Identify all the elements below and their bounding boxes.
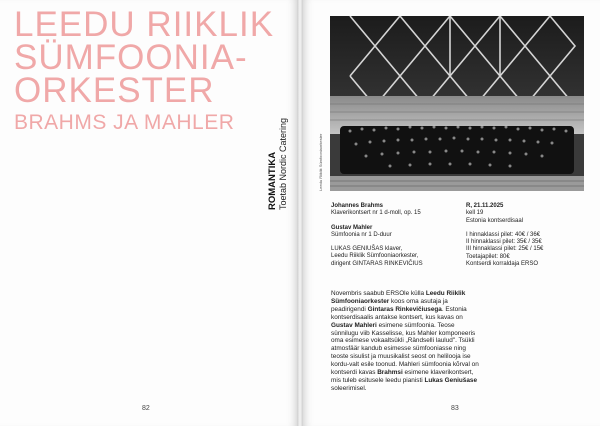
title-line-3: ORKESTER (14, 71, 215, 110)
description-emphasis: Brahmsi (377, 369, 403, 377)
work-1: Klaverikontsert nr 1 d-moll, op. 15 (331, 210, 421, 217)
event-date: R, 21.11.2025 (466, 203, 504, 209)
photo-credit-text: Leedu Riiklik Sümfooniaorkester (318, 133, 323, 191)
work-2: Sümfoonia nr 1 D-duur (331, 231, 392, 238)
supporter-ticket: Toetajapilet: 80€ (466, 253, 510, 260)
title-line-2: SÜMFOONIA- (14, 38, 248, 77)
description-text: soleerimisel. (331, 384, 367, 392)
ticket-price-3: III hinnaklassi pilet: 25€ / 15€ (466, 246, 544, 253)
organizer-text: Kontserdi korraldaja ERSO (466, 261, 539, 268)
performers-line-1: LUKAS GENIUŠAS klaver, (331, 246, 403, 253)
description-text: Novembris saabub ERSOle külla (331, 290, 426, 297)
event-block (466, 203, 591, 268)
description-text: esimene klaverikontsert, mis tuleb esitusele leedu pianisti (331, 369, 474, 384)
description-text: . Estonia kontserdisaalis antakse kontsert, kus kavas on (331, 305, 467, 321)
program-block (331, 203, 461, 268)
orchestra-photo (330, 16, 584, 191)
composer-1: Johannes Brahms (331, 203, 384, 209)
sponsor-text: Toetab Nordic Catering (278, 117, 288, 210)
left-page (0, 0, 297, 426)
event-time: kell 19 (466, 210, 484, 217)
performers-line-2: Leedu Riiklik Sümfooniaorkester, (331, 253, 419, 260)
category-name: ROMANTIKA (267, 151, 278, 210)
concert-subtitle: BRAHMS JA MAHLER (14, 111, 235, 134)
photo-credit (318, 126, 326, 191)
page-number-left: 82 (142, 405, 150, 412)
ticket-price-2: II hinnaklassi pilet: 35€ / 35€ (466, 239, 542, 246)
composer-2: Gustav Mahler (331, 224, 373, 231)
ticket-list (466, 232, 591, 268)
description-text: esimene sümfoonia. Teose sünnilugu viib Kasselisse, kus Mahler komponeeris oma esimese vokaaltsükli „Rändselli laulud". Tsükli atmosfäär kandub esimesse sümfooniasse ning teoste sisulist ja muusikalist seost on heliloojа ise kordu-valt esile toonud. Mahleri sümfoonia kõrval on kontserdi kavas (331, 321, 479, 377)
page-number-right: 83 (451, 405, 459, 412)
description-emphasis: Gintaras Rinkevičiusega (367, 305, 442, 313)
performers-line-3: dirigent GINTARAS RINKEVIČIUS (331, 260, 423, 267)
description-emphasis: Leedu Riiklik Sümfooniaorkester (331, 290, 466, 305)
description-text: koos oma asutaja ja peadirigendi (331, 297, 448, 313)
event-venue: Estonia kontserdisaal (466, 217, 524, 224)
concert-description (331, 290, 479, 393)
description-emphasis: Lukas Geniušase (424, 376, 478, 384)
ticket-price-1: I hinnaklassi pilet: 40€ / 36€ (466, 231, 541, 238)
title-line-1: LEEDU RIIKLIK (14, 5, 275, 44)
category-label (268, 100, 286, 210)
concert-title (14, 5, 284, 135)
description-emphasis: Gustav Mahleri (331, 321, 377, 329)
orchestra-photo-graphic (330, 16, 584, 191)
